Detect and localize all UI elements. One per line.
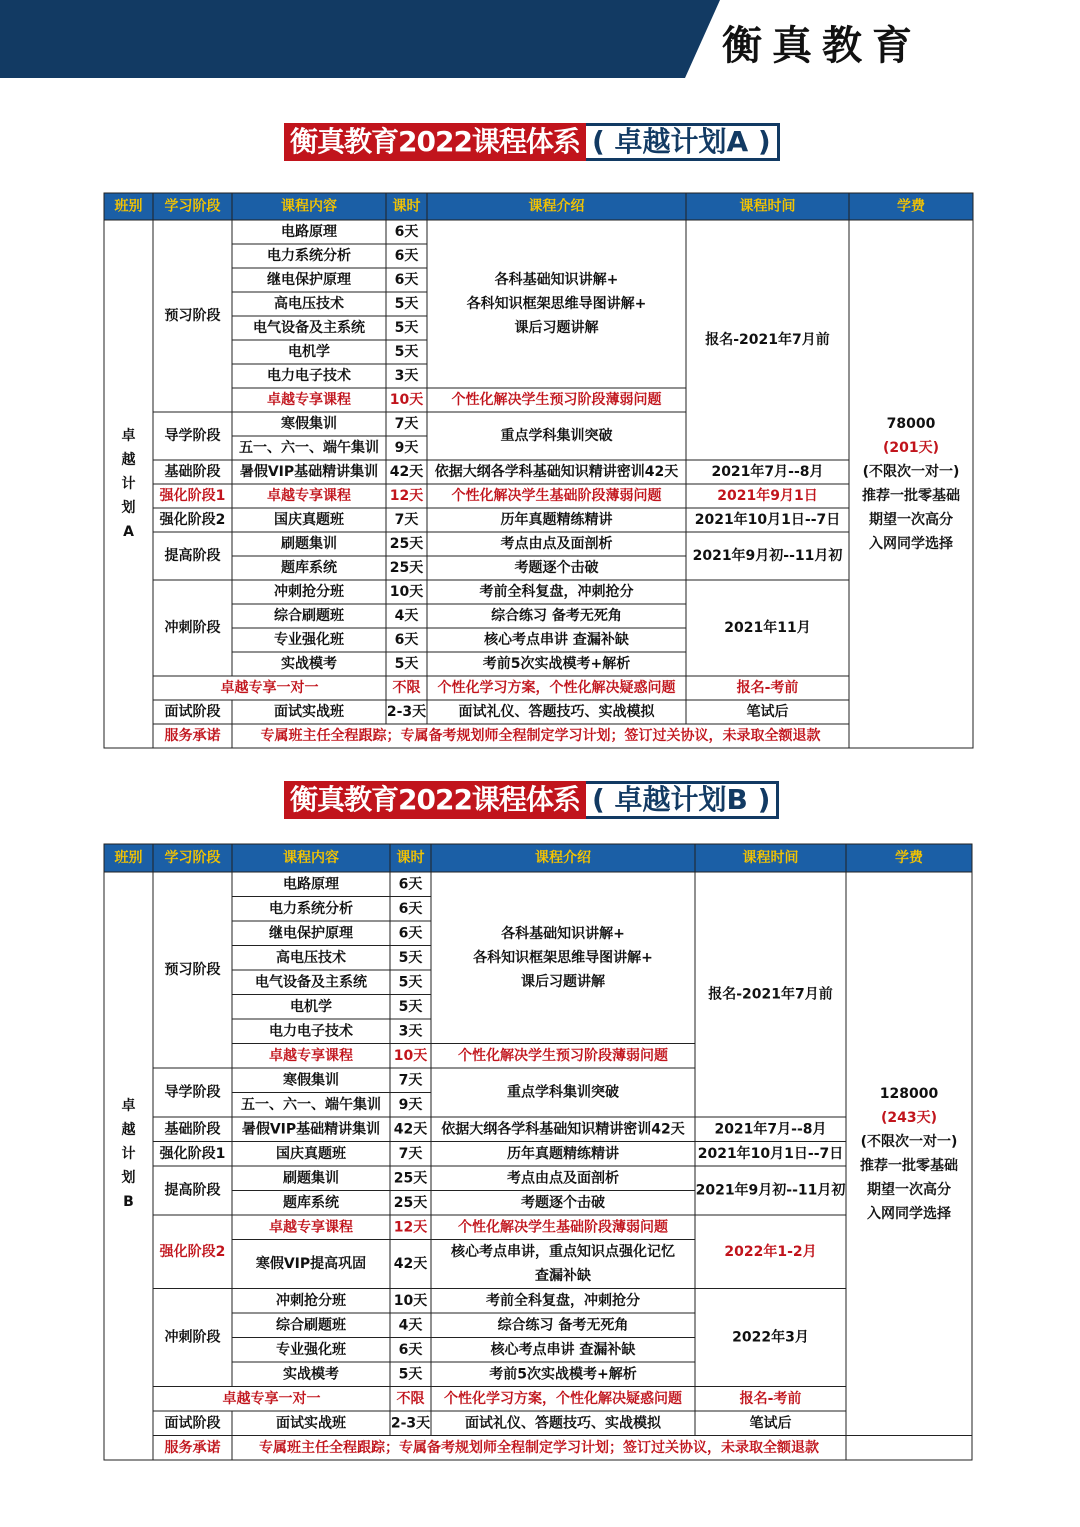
content-1: 电力系统分析	[269, 900, 353, 917]
content-4: 电气设备及主系统	[255, 974, 367, 991]
intro-13-line-0: 个性化学习方案，个性化解决疑惑问题	[444, 1390, 682, 1407]
time-2-line-0: 2021年9月1日	[717, 488, 818, 504]
hours-5: 5天	[394, 344, 419, 360]
header-label-2: 课程内容	[283, 850, 339, 866]
intro-11-line-0: 考前5次实战模考+解析	[482, 656, 631, 672]
fee-line-1: (243天)	[880, 1109, 938, 1126]
fee-line-4: 期望一次高分	[867, 1181, 951, 1198]
fee-line-0: 128000	[879, 1085, 939, 1102]
intro-5-line-0: 历年真题精练精讲	[500, 512, 613, 528]
intro-14-line-0: 专属班主任全程跟踪；专属备考规划师全程制定学习计划；签订过关协议，未录取全额退款	[260, 728, 821, 744]
content-8: 寒假集训	[283, 1072, 339, 1089]
time-6-line-0: 报名-考前	[736, 680, 799, 696]
intro-12-line-0: 个性化学习方案，个性化解决疑惑问题	[437, 680, 676, 696]
table-a-title-main: 衡真教育2022课程体系	[284, 123, 586, 161]
hours-6: 3天	[394, 368, 419, 384]
hours-1: 6天	[394, 248, 419, 264]
class-name-char-1: 越	[121, 1121, 136, 1138]
intro-0-line-0: 各科基础知识讲解+	[501, 925, 625, 942]
stage-1-line-0: 导学阶段	[164, 1084, 221, 1101]
intro-8-line-0: 考前全科复盘，冲刺抢分	[479, 584, 634, 600]
hours-1: 6天	[398, 900, 423, 917]
stage-8-line-0: 面试阶段	[164, 1415, 221, 1432]
header-label-2: 课程内容	[281, 198, 337, 215]
stage-7-line-0: 卓越专享一对一	[222, 1390, 321, 1407]
stage-6-line-0: 冲刺阶段	[164, 1329, 221, 1346]
intro-10-line-0: 综合练习 备考无死角	[497, 1317, 629, 1334]
header-label-6: 学费	[897, 198, 925, 215]
class-name-cell	[104, 872, 153, 1460]
header-label-4: 课程介绍	[535, 850, 591, 866]
time-5-line-0: 2021年11月	[724, 620, 811, 636]
fee-line-5: 入网同学选择	[867, 1205, 951, 1222]
intro-12-line-0: 考前5次实战模考+解析	[489, 1366, 637, 1383]
class-name-char-2: 计	[121, 476, 136, 492]
time-1-line-0: 2021年7月--8月	[714, 1121, 827, 1138]
time-5-line-0: 2022年3月	[732, 1329, 809, 1346]
intro-1-line-0: 个性化解决学生预习阶段薄弱问题	[451, 392, 662, 408]
header-label-5: 课程时间	[742, 850, 799, 866]
intro-0-line-0: 各科基础知识讲解+	[494, 272, 619, 288]
hours-4: 5天	[394, 320, 419, 336]
content-11: 卓越专享课程	[267, 488, 351, 504]
content-9: 五一、六一、端午集训	[241, 1096, 381, 1113]
intro-4-line-0: 历年真题精练精讲	[507, 1145, 619, 1162]
content-17: 综合刷题班	[276, 1317, 346, 1334]
content-9: 五一、六一、端午集训	[239, 440, 379, 456]
intro-6-line-0: 考题逐个击破	[521, 1194, 605, 1211]
content-17: 专业强化班	[274, 632, 344, 648]
time-3-line-0: 2021年10月1日--7日	[694, 512, 841, 528]
class-name-char-4: B	[123, 1193, 134, 1210]
content-0: 电路原理	[281, 224, 337, 240]
stage-2-line-0: 基础阶段	[164, 1121, 221, 1138]
class-name-char-0: 卓	[121, 1097, 136, 1114]
hours-0: 6天	[398, 876, 423, 893]
content-5: 电机学	[290, 998, 332, 1015]
hours-0: 6天	[394, 224, 419, 240]
content-16: 综合刷题班	[274, 608, 344, 624]
intro-4-line-0: 个性化解决学生基础阶段薄弱问题	[451, 488, 662, 504]
class-name-char-3: 划	[121, 1169, 136, 1186]
header-label-4: 课程介绍	[528, 198, 585, 215]
table-b-title-main: 衡真教育2022课程体系	[284, 781, 586, 819]
stage-9-line-0: 服务承诺	[164, 1439, 221, 1456]
fee-line-5: 入网同学选择	[869, 536, 953, 552]
content-11: 国庆真题班	[276, 1145, 346, 1162]
stage-5-line-0: 提高阶段	[164, 548, 221, 564]
time-4-line-0: 2021年9月初--11月初	[692, 548, 843, 564]
header-label-0: 班别	[114, 198, 143, 215]
hours-15: 10天	[389, 584, 424, 600]
header-label-0: 班别	[114, 850, 143, 866]
content-16: 冲刺抢分班	[276, 1292, 346, 1309]
content-3: 高电压技术	[274, 296, 344, 312]
stage-6-line-0: 冲刺阶段	[164, 620, 221, 636]
header-label-3: 课时	[392, 198, 421, 215]
hours-3: 5天	[398, 949, 423, 966]
stage-0-line-0: 预习阶段	[164, 308, 221, 324]
intro-9-line-0: 综合练习 备考无死角	[491, 608, 622, 624]
time-1-line-0: 2021年7月--8月	[711, 464, 824, 480]
hours-18: 6天	[398, 1341, 423, 1358]
content-18: 专业强化班	[276, 1341, 346, 1358]
hours-2: 6天	[394, 272, 419, 288]
header-label-5: 课程时间	[739, 198, 796, 215]
hours-4: 5天	[398, 974, 423, 991]
class-name-char-0: 卓	[121, 428, 136, 444]
stage-8-line-0: 面试阶段	[164, 704, 221, 720]
hours-10: 42天	[389, 464, 424, 480]
class-name-char-3: 划	[121, 500, 136, 516]
fee-cell	[846, 872, 972, 1436]
hours-14: 25天	[389, 560, 424, 576]
time-4-line-0: 2022年1-2月	[724, 1243, 817, 1260]
intro-14-line-0: 面试礼仪、答题技巧、实战模拟	[465, 1415, 661, 1432]
hours-3: 5天	[394, 296, 419, 312]
content-6: 电力电子技术	[267, 368, 351, 384]
hours-11: 12天	[389, 488, 424, 504]
content-13: 刷题集训	[281, 536, 337, 552]
hours-13: 25天	[393, 1194, 428, 1211]
content-15: 寒假VIP提高巩固	[255, 1256, 367, 1272]
class-name-char-2: 计	[121, 1145, 136, 1162]
hours-10: 42天	[393, 1121, 428, 1138]
header-label-3: 课时	[396, 850, 425, 866]
intro-13-line-0: 面试礼仪、答题技巧、实战模拟	[458, 704, 655, 720]
stage-3-line-0: 强化阶段1	[159, 488, 226, 504]
intro-2-line-0: 重点学科集训突破	[500, 428, 613, 444]
table-b-title-plan: ( 卓越计划B )	[586, 781, 779, 819]
hours-7: 10天	[393, 1047, 428, 1064]
content-2: 继电保护原理	[267, 272, 351, 288]
content-5: 电机学	[288, 344, 330, 360]
time-0-line-0: 报名-2021年7月前	[705, 332, 830, 348]
intro-0-line-1: 各科知识框架思维导图讲解+	[473, 949, 653, 966]
hours-19: 不限	[392, 680, 421, 696]
table-a-title-plan: ( 卓越计划A )	[586, 123, 780, 161]
class-name-char-1: 越	[121, 452, 136, 468]
time-0-line-0: 报名-2021年7月前	[708, 986, 833, 1003]
content-15: 冲刺抢分班	[274, 584, 344, 600]
intro-3-line-0: 依据大纲各学科基础知识精讲密训42天	[434, 464, 679, 480]
content-19: 实战模考	[283, 1366, 339, 1383]
hours-20: 2-3天	[386, 704, 427, 720]
intro-1-line-0: 个性化解决学生预习阶段薄弱问题	[458, 1047, 668, 1064]
hours-16: 4天	[394, 608, 419, 624]
stage-5-line-0: 强化阶段2	[159, 1243, 226, 1260]
content-14: 题库系统	[281, 560, 337, 576]
fee-line-2: (不限次一对一)	[862, 464, 960, 480]
hours-5: 5天	[398, 998, 423, 1015]
intro-5-line-0: 考点由点及面剖析	[507, 1170, 619, 1187]
hours-2: 6天	[398, 925, 423, 942]
content-4: 电气设备及主系统	[253, 320, 365, 336]
stage-0-line-0: 预习阶段	[164, 962, 221, 978]
fee-line-0: 78000	[886, 416, 936, 432]
hours-17: 6天	[394, 632, 419, 648]
fee-line-2: (不限次一对一)	[860, 1133, 958, 1150]
intro-6-line-0: 考点由点及面剖析	[500, 536, 613, 552]
intro-8-line-1: 查漏补缺	[535, 1268, 591, 1284]
hours-7: 10天	[389, 392, 424, 408]
time-2-line-0: 2021年10月1日--7日	[697, 1145, 844, 1162]
hours-18: 5天	[394, 656, 419, 672]
stage-9-line-0: 服务承诺	[164, 728, 221, 744]
content-21: 面试实战班	[276, 1415, 346, 1432]
time-3-line-0: 2021年9月初--11月初	[695, 1182, 846, 1199]
content-3: 高电压技术	[276, 949, 346, 966]
content-7: 卓越专享课程	[269, 1047, 353, 1064]
content-0: 电路原理	[283, 876, 339, 893]
hours-8: 7天	[394, 416, 419, 432]
content-13: 题库系统	[283, 1194, 339, 1211]
intro-15-line-0: 专属班主任全程跟踪；专属备考规划师全程制定学习计划；签订过关协议，未录取全额退款	[259, 1439, 819, 1456]
intro-2-line-0: 重点学科集训突破	[507, 1084, 619, 1101]
content-6: 电力电子技术	[269, 1023, 353, 1040]
time-7-line-0: 笔试后	[746, 704, 789, 720]
intro-0-line-2: 课后习题讲解	[521, 973, 605, 990]
hours-12: 25天	[393, 1170, 428, 1187]
intro-11-line-0: 核心考点串讲 查漏补缺	[490, 1341, 636, 1358]
intro-8-line-0: 核心考点串讲，重点知识点强化记忆	[451, 1244, 675, 1260]
content-10: 暑假VIP基础精讲集训	[239, 464, 379, 480]
hours-14: 12天	[393, 1219, 428, 1236]
brand-logo-text: 衡真教育	[722, 22, 922, 69]
stage-1-line-0: 导学阶段	[164, 428, 221, 444]
hours-21: 2-3天	[390, 1415, 431, 1432]
stage-3-line-0: 强化阶段1	[159, 1145, 226, 1162]
time-6-line-0: 报名-考前	[739, 1390, 802, 1407]
content-8: 寒假集训	[281, 416, 337, 432]
hours-12: 7天	[394, 512, 419, 528]
hours-8: 7天	[398, 1072, 423, 1089]
time-7-line-0: 笔试后	[749, 1415, 792, 1432]
intro-10-line-0: 核心考点串讲 查漏补缺	[484, 632, 629, 648]
intro-3-line-0: 依据大纲各学科基础知识精讲密训42天	[441, 1121, 685, 1138]
hours-17: 4天	[398, 1317, 423, 1334]
hours-11: 7天	[398, 1145, 423, 1162]
fee-line-3: 推荐一批零基础	[862, 488, 960, 504]
content-1: 电力系统分析	[267, 248, 351, 264]
header-label-1: 学习阶段	[164, 198, 221, 215]
content-7: 卓越专享课程	[267, 392, 351, 408]
content-10: 暑假VIP基础精讲集训	[241, 1121, 381, 1138]
content-12: 刷题集训	[283, 1170, 339, 1187]
hours-13: 25天	[389, 536, 424, 552]
header-label-6: 学费	[895, 850, 923, 866]
fee-line-3: 推荐一批零基础	[860, 1157, 958, 1174]
hours-9: 9天	[398, 1096, 423, 1113]
intro-7-line-0: 考题逐个击破	[514, 560, 599, 576]
hours-19: 5天	[398, 1366, 423, 1383]
content-12: 国庆真题班	[274, 512, 344, 528]
stage-4-line-0: 提高阶段	[164, 1182, 221, 1199]
hours-6: 3天	[398, 1023, 423, 1040]
stage-2-line-0: 基础阶段	[164, 464, 221, 480]
stage-7-line-0: 卓越专享一对一	[220, 680, 319, 696]
hours-9: 9天	[394, 440, 419, 456]
fee-line-4: 期望一次高分	[869, 512, 953, 528]
intro-0-line-1: 各科知识框架思维导图讲解+	[466, 296, 647, 312]
content-20: 面试实战班	[274, 704, 344, 720]
header-label-1: 学习阶段	[164, 850, 221, 866]
hours-15: 42天	[393, 1256, 428, 1272]
stage-4-line-0: 强化阶段2	[159, 512, 226, 528]
content-14: 卓越专享课程	[269, 1219, 353, 1236]
content-2: 继电保护原理	[269, 925, 353, 942]
hours-16: 10天	[393, 1292, 428, 1309]
intro-0-line-2: 课后习题讲解	[514, 320, 599, 336]
intro-7-line-0: 个性化解决学生基础阶段薄弱问题	[458, 1219, 668, 1236]
fee-line-1: (201天)	[882, 440, 940, 456]
hours-20: 不限	[396, 1390, 425, 1407]
content-18: 实战模考	[281, 656, 337, 672]
intro-9-line-0: 考前全科复盘，冲刺抢分	[486, 1292, 640, 1309]
class-name-char-4: A	[123, 524, 134, 540]
